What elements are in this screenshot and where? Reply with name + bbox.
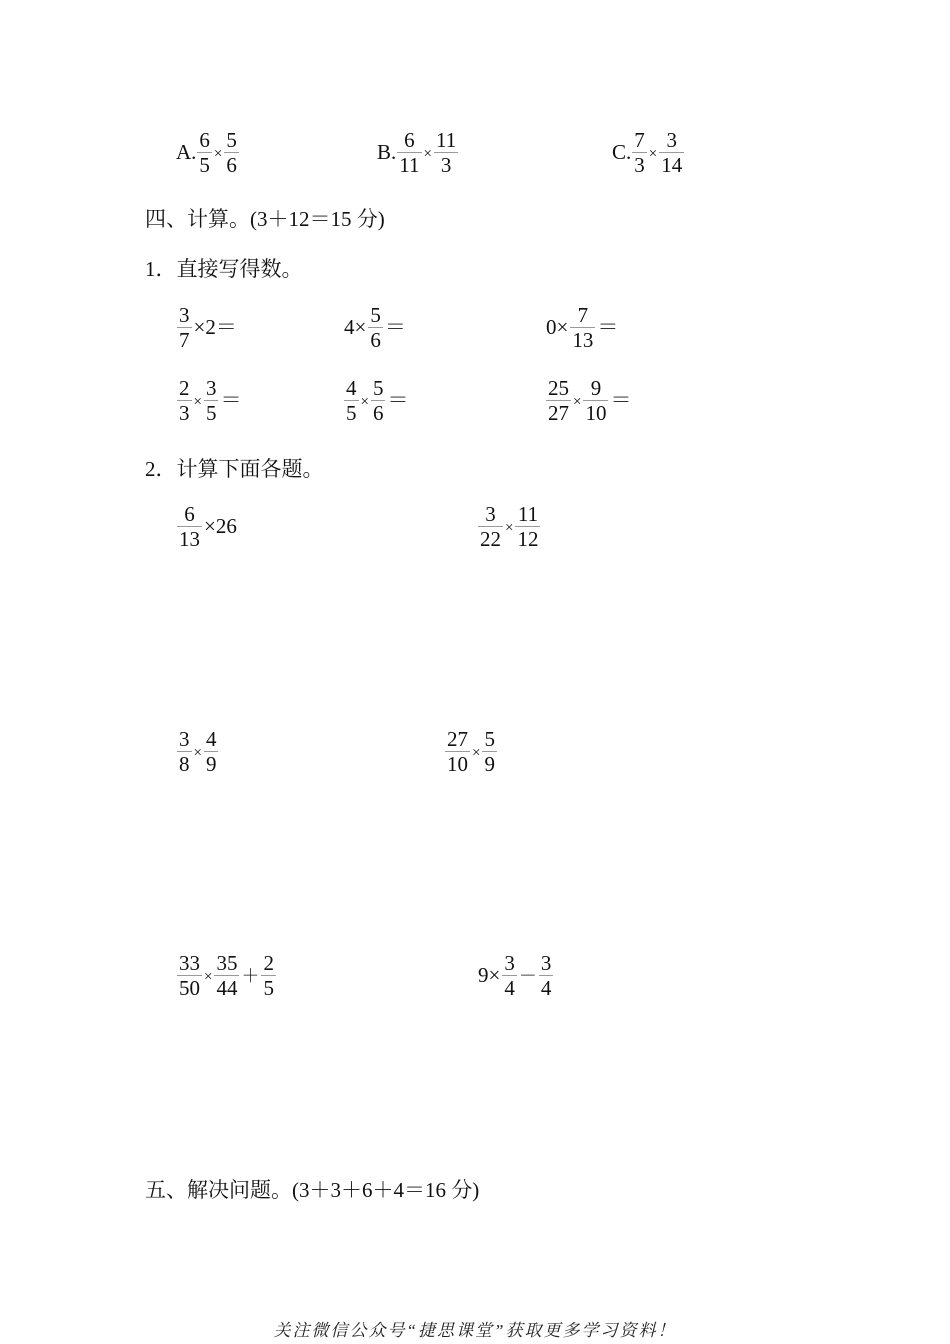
fraction: $\frac{6}{11}$ — [399, 128, 420, 178]
fraction: $\frac{3}{5}$ — [205, 376, 217, 426]
q1-item-5: $\frac{4}{5}$ × $\frac{5}{6}$ ＝ — [346, 376, 409, 426]
footer-note: 关注微信公众号“捷思课堂”获取更多学习资料！ — [273, 1321, 677, 1340]
fraction: $\frac{11}{3}$ — [435, 128, 457, 178]
fraction: $\frac{3}{4}$ — [540, 951, 552, 1001]
fraction: $\frac{4}{5}$ — [346, 376, 357, 426]
fraction: $\frac{7}{13}$ — [572, 303, 594, 353]
fraction: $\frac{3}{7}$ — [179, 303, 190, 353]
q2-item-5: $\frac{33}{50}$ × $\frac{35}{44}$ ＋ $\frac{2}{5}$ — [179, 951, 274, 1001]
fraction: $\frac{5}{9}$ — [484, 727, 495, 777]
fraction: $\frac{25}{27}$ — [548, 376, 569, 426]
fraction: $\frac{4}{9}$ — [205, 727, 217, 777]
choice-a: A. $\frac{6}{5}$ × $\frac{5}{6}$ — [176, 128, 237, 178]
q1-item-1: $\frac{3}{7}$ ×2＝ — [179, 303, 237, 353]
choice-label: A. — [176, 140, 197, 165]
fraction: $\frac{27}{10}$ — [447, 727, 468, 777]
fraction: $\frac{5}{6}$ — [370, 303, 381, 353]
q2-item-1: $\frac{6}{13}$ ×26 — [179, 502, 237, 552]
fraction: $\frac{33}{50}$ — [179, 951, 200, 1001]
fraction: $\frac{6}{5}$ — [199, 128, 210, 178]
q1-item-4: $\frac{2}{3}$ × $\frac{3}{5}$ ＝ — [179, 376, 242, 426]
question-2-title: 2．计算下面各题。 — [145, 457, 324, 481]
section-5-title: 五、解决问题。(3＋3＋6＋4＝16 分) — [145, 1178, 480, 1202]
q1-item-3: 0× $\frac{7}{13}$ ＝ — [546, 303, 619, 353]
fraction: $\frac{6}{13}$ — [179, 502, 200, 552]
fraction: $\frac{3}{4}$ — [504, 951, 515, 1001]
choice-b: B. $\frac{6}{11}$ × $\frac{11}{3}$ — [377, 128, 457, 178]
fraction: $\frac{3}{14}$ — [661, 128, 683, 178]
fraction: $\frac{11}{12}$ — [517, 502, 539, 552]
q2-item-2: $\frac{3}{22}$ × $\frac{11}{12}$ — [480, 502, 539, 552]
fraction: $\frac{3}{8}$ — [179, 727, 190, 777]
fraction: $\frac{3}{22}$ — [480, 502, 501, 552]
q2-item-3: $\frac{3}{8}$ × $\frac{4}{9}$ — [179, 727, 217, 777]
q1-item-6: $\frac{25}{27}$ × $\frac{9}{10}$ ＝ — [548, 376, 632, 426]
choice-c: C. $\frac{7}{3}$ × $\frac{3}{14}$ — [612, 128, 683, 178]
choice-label: B. — [377, 140, 397, 165]
choice-label: C. — [612, 140, 632, 165]
fraction: $\frac{5}{6}$ — [372, 376, 384, 426]
fraction: $\frac{9}{10}$ — [585, 376, 607, 426]
section-4-title: 四、计算。(3＋12＝15 分) — [145, 207, 385, 231]
q2-item-6: 9× $\frac{3}{4}$ － $\frac{3}{4}$ — [478, 951, 552, 1001]
fraction: $\frac{7}{3}$ — [634, 128, 645, 178]
fraction: $\frac{35}{44}$ — [216, 951, 238, 1001]
fraction: $\frac{5}{6}$ — [226, 128, 237, 178]
q1-item-2: 4× $\frac{5}{6}$ ＝ — [344, 303, 406, 353]
q2-item-4: $\frac{27}{10}$ × $\frac{5}{9}$ — [447, 727, 495, 777]
fraction: $\frac{2}{3}$ — [179, 376, 190, 426]
fraction: $\frac{2}{5}$ — [263, 951, 274, 1001]
question-1-title: 1．直接写得数。 — [145, 257, 303, 281]
